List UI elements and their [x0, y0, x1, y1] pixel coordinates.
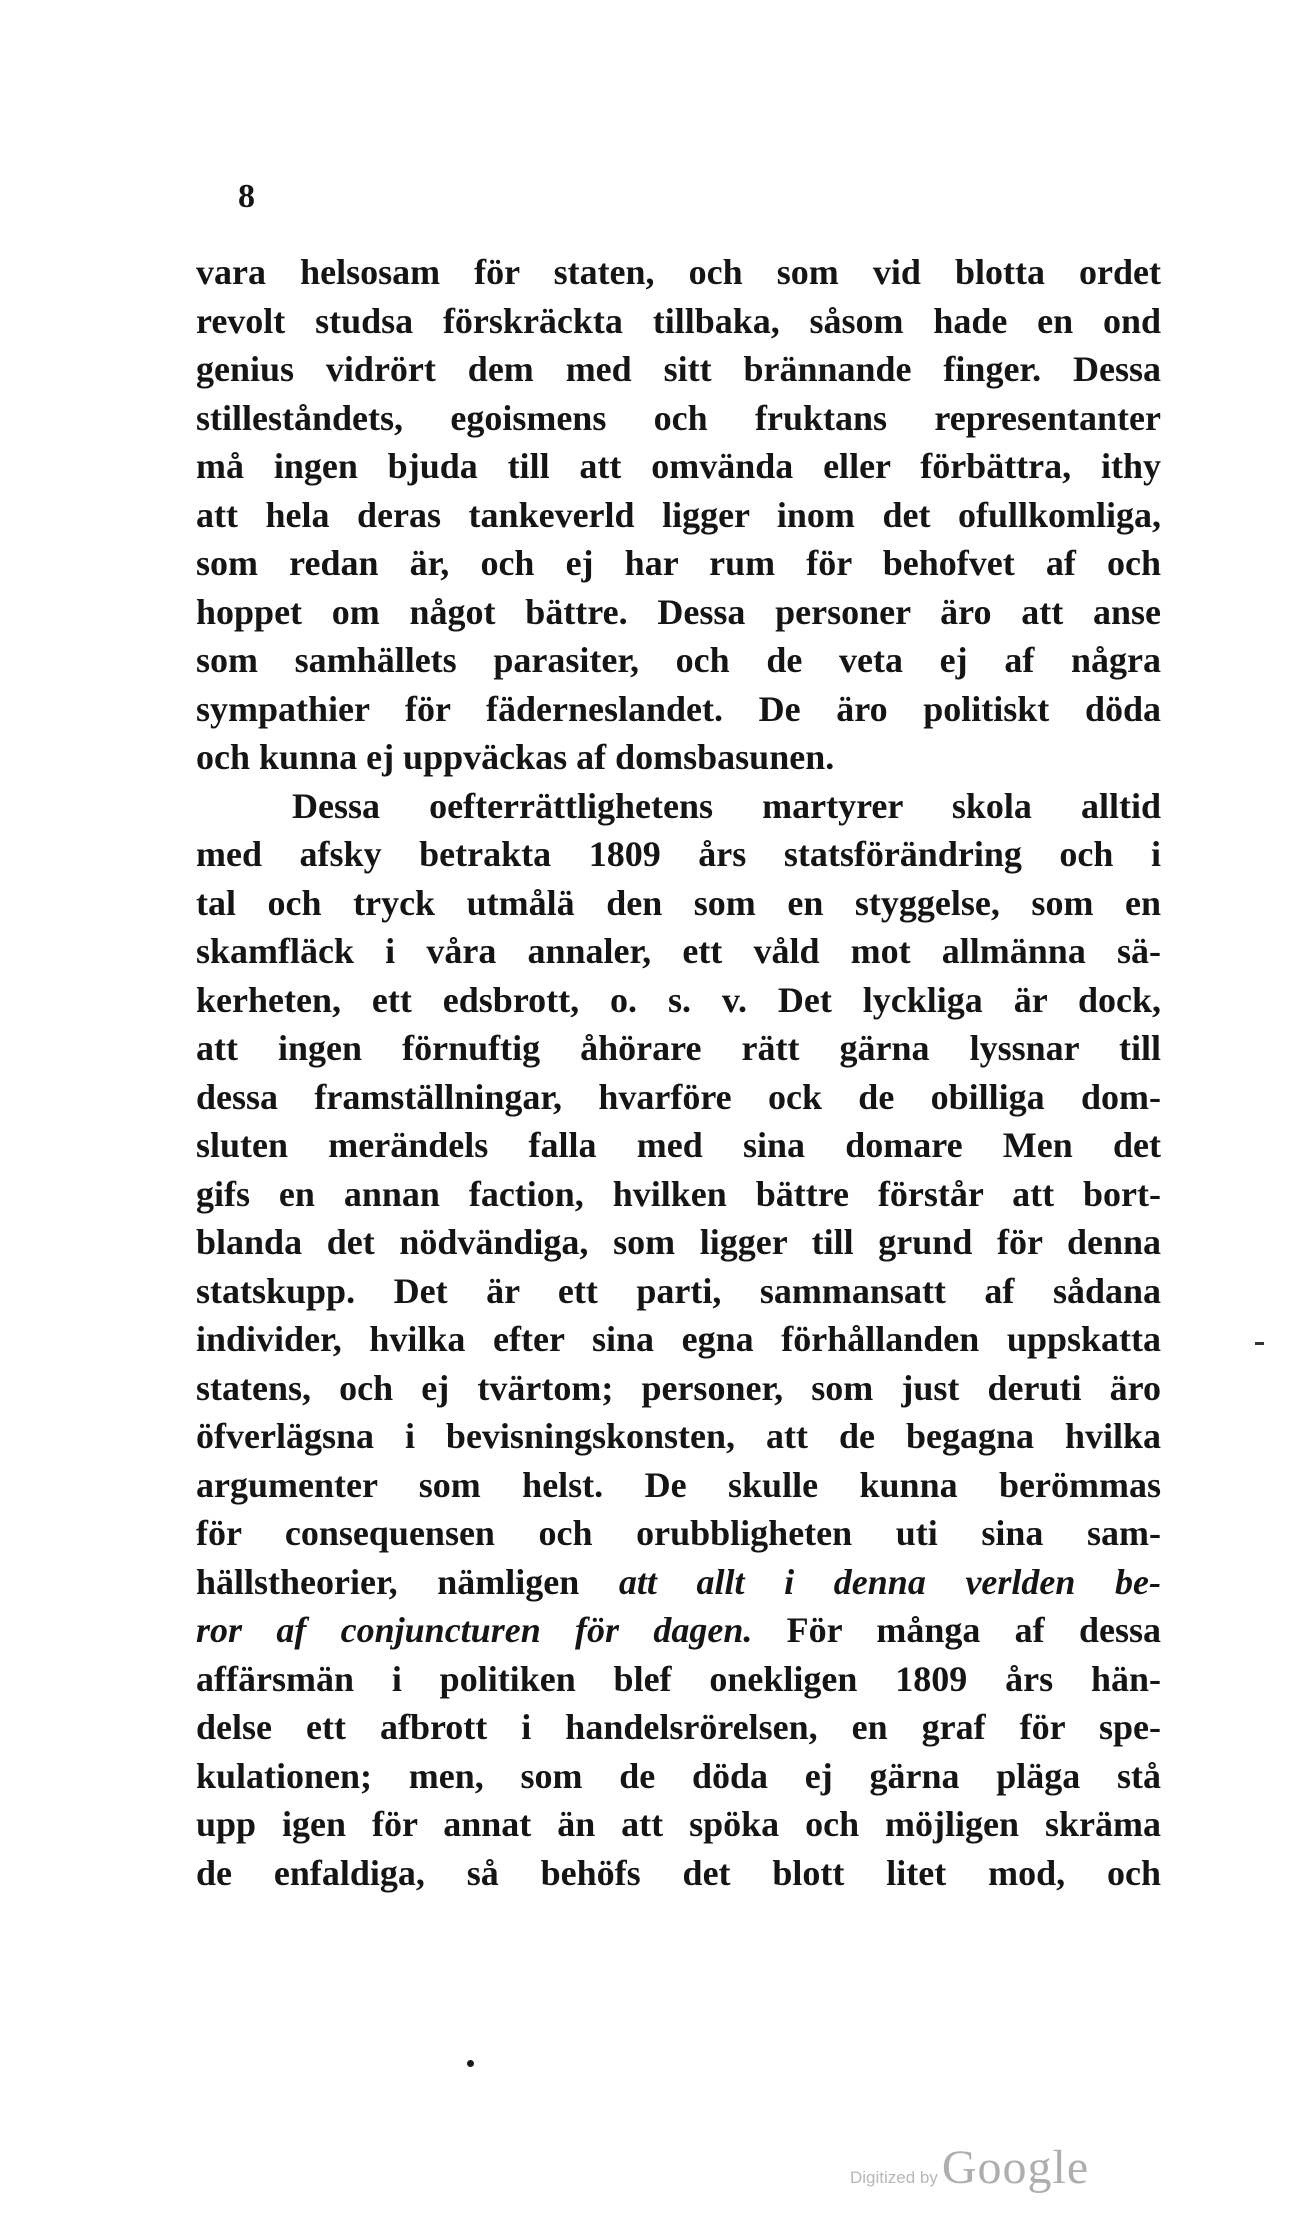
italic-text-run: att allt i denna verlden be-	[618, 1561, 1161, 1602]
text-line: för consequensen och orubbligheten uti sina sam-	[196, 1513, 1161, 1553]
text-line: statskupp. Det är ett parti, sammansatt af sådana	[196, 1270, 1161, 1311]
ink-dot	[467, 2060, 474, 2067]
text-line: med afsky betrakta 1809 års statsförändring och i	[196, 834, 1161, 874]
text-line: upp igen för annat än att spöka och möjligen skräma	[196, 1804, 1161, 1844]
text-line: affärsmän i politiken blef onekligen 1809 års hän-	[196, 1658, 1161, 1699]
google-logo: Google	[941, 2141, 1090, 2194]
text-line: sluten merändels falla med sina domare Men det	[196, 1125, 1161, 1165]
text-line: sympathier för fäderneslandet. De äro politiskt döda	[196, 688, 1161, 729]
text-line	[196, 1606, 1161, 1655]
text-line: statens, och ej tvärtom; personer, som just deruti äro	[196, 1367, 1161, 1408]
text-line: de enfaldiga, så behöfs det blott litet mod, och	[196, 1852, 1161, 1893]
text-line: hoppet om något bättre. Dessa personer äro att anse	[196, 591, 1161, 632]
text-line: kerheten, ett edsbrott, o. s. v. Det lyckliga är dock,	[196, 979, 1161, 1020]
text-line: dessa framställningar, hvarföre ock de obilliga dom-	[196, 1076, 1161, 1117]
text-line: genius vidrört dem med sitt brännande finger. Dessa	[196, 349, 1161, 389]
paragraph-end-line: och kunna ej uppväckas af domsbasunen.	[196, 737, 835, 777]
text-line: kulationen; men, som de döda ej gärna pläga stå	[196, 1755, 1161, 1796]
paragraph-start-line: Dessa oefterrättlighetens martyrer skola alltid	[292, 785, 1161, 826]
text-line: argumenter som helst. De skulle kunna berömmas	[196, 1464, 1161, 1505]
text-line: gifs en annan faction, hvilken bättre förstår att bort-	[196, 1173, 1161, 1214]
text-line: vara helsosam för staten, och som vid blotta ordet	[196, 252, 1161, 292]
italic-text-run: ror af conjuncturen för dagen.	[196, 1610, 753, 1650]
text-run: För många af dessa	[752, 1610, 1161, 1650]
text-line: skamfläck i våra annaler, ett våld mot allmänna sä-	[196, 931, 1161, 971]
text-line: individer, hvilka efter sina egna förhållanden uppskatta	[196, 1319, 1161, 1359]
text-line: som redan är, och ej har rum för behofvet af och	[196, 543, 1161, 583]
watermark-prefix: Digitized by	[850, 2168, 938, 2187]
text-line: öfverlägsna i bevisningskonsten, att de begagna hvilka	[196, 1416, 1161, 1456]
body-text	[196, 248, 1161, 1897]
text-line: tal och tryck utmålä den som en styggelse, som en	[196, 882, 1161, 923]
digitized-watermark	[850, 2140, 1089, 2195]
text-line: revolt studsa förskräckta tillbaka, såsom hade en ond	[196, 300, 1161, 341]
text-line: att ingen förnuftig åhörare rätt gärna lyssnar till	[196, 1028, 1161, 1068]
text-line: som samhällets parasiter, och de veta ej af några	[196, 640, 1161, 680]
margin-mark	[1255, 1342, 1264, 1345]
text-line: stilleståndets, egoismens och fruktans representanter	[196, 397, 1161, 438]
text-run: hällstheorier, nämligen	[196, 1561, 619, 1602]
text-line: att hela deras tankeverld ligger inom det ofullkomliga,	[196, 494, 1161, 535]
text-line	[196, 1558, 1161, 1607]
text-line: blanda det nödvändiga, som ligger till grund för denna	[196, 1222, 1161, 1262]
page-number: 8	[238, 178, 255, 215]
text-line: delse ett afbrott i handelsrörelsen, en graf för spe-	[196, 1707, 1161, 1747]
text-line: må ingen bjuda till att omvända eller förbättra, ithy	[196, 446, 1161, 486]
